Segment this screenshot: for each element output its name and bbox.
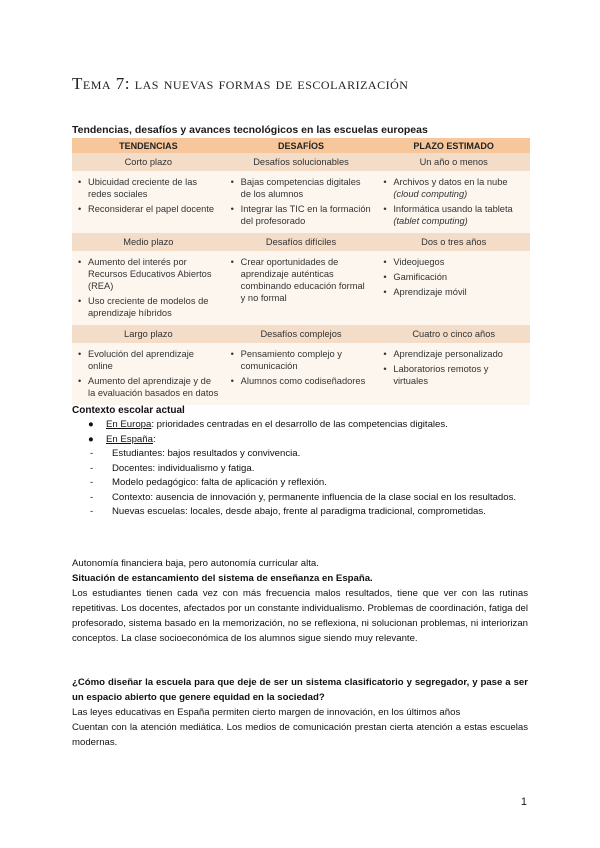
item-text: Bajas competencias digitales de los alumnos [240, 177, 361, 199]
dash-icon: - [90, 506, 94, 517]
item-text: Aprendizaje personalizado [393, 349, 503, 359]
bullet-icon: • [383, 364, 387, 374]
estancamiento-heading: Situación de estancamiento del sistema de enseñanza en España. [72, 573, 373, 584]
table-cell [377, 256, 530, 322]
table-item [383, 271, 524, 283]
header-plazo: PLAZO ESTIMADO [413, 140, 494, 151]
bullet-icon: • [230, 257, 234, 267]
table-cell [72, 256, 225, 322]
item-text: Laboratorios remotos y virtuales [393, 364, 489, 386]
bullet-icon: ● [88, 433, 94, 445]
list-item [72, 447, 530, 462]
table-body-row [72, 343, 530, 405]
subheader-label: Desafíos solucionables [253, 157, 349, 167]
bullet-icon: ● [88, 419, 94, 430]
espana-text: : [152, 433, 156, 445]
table-item [78, 348, 219, 372]
list-item-text: Nuevas escuelas: locales, desde abajo, frente al paradigma tradicional, comprometidas. [112, 506, 486, 517]
item-block [393, 203, 524, 227]
subheader-label: Dos o tres años [421, 237, 487, 247]
item-block [393, 286, 524, 298]
table-item [78, 295, 219, 319]
item-text: Reconsiderar el papel docente [88, 204, 215, 214]
bullet-icon: • [78, 177, 82, 187]
table-subheader-row [72, 153, 530, 171]
item-text: Gamificación [393, 272, 448, 282]
item-text: Videojuegos [393, 257, 445, 267]
table-cell [225, 256, 378, 322]
dash-icon: - [90, 462, 94, 474]
bullet-icon: • [78, 349, 82, 359]
table-item [231, 375, 372, 387]
item-text: Crear oportunidades de aprendizaje auténticas combinando educación formal y no formal [240, 257, 365, 303]
list-item [72, 491, 530, 506]
table-subheader-row [72, 233, 530, 251]
table-item [231, 348, 372, 372]
subheader-label: Desafíos complejos [260, 329, 342, 339]
question-heading: ¿Cómo diseñar la escuela para que deje de ser un sistema clasificatorio y segregador, y pase a ser un espacio abierto que genere equidad en la sociedad? [72, 677, 528, 703]
table-item [231, 176, 372, 200]
table-item [383, 286, 524, 298]
list-item-text: Contexto: ausencia de innovación y, permanente influencia de la clase social en los resultados. [112, 491, 517, 503]
item-block [393, 348, 524, 360]
item-note: (cloud computing) [393, 189, 468, 199]
list-item [72, 505, 530, 520]
dash-icon: - [90, 477, 94, 488]
bullet-icon: • [78, 204, 82, 214]
bullet-icon: • [230, 204, 234, 214]
item-text: Alumnos como codiseñadores [240, 376, 366, 386]
item-text: Aprendizaje móvil [393, 287, 467, 297]
table-item [231, 203, 372, 227]
contexto-heading: Contexto escolar actual [72, 405, 185, 416]
contexto-list [72, 418, 530, 520]
estancamiento-paragraph: Los estudiantes tienen cada vez con más frecuencia malos resultados, tiene que ver con las rutinas repetitivas. Los docentes, afectados por un constante individualismo. Problemas de coordinación, fatiga del profesorado, sistema basado en la memorización, no se reflexiona, ni solucionan problemas, ni interiorizan conceptos. La clase socioeconómica de los alumnos sigue siendo muy relevante. [72, 588, 528, 644]
page-number: 1 [520, 796, 527, 808]
list-item-text: Docentes: individualismo y fatiga. [112, 462, 255, 474]
dash-icon: - [90, 448, 94, 459]
bullet-icon: • [383, 272, 387, 282]
table-cell [225, 176, 378, 230]
subheader-label: Corto plazo [124, 157, 173, 167]
bullet-icon: • [383, 204, 387, 214]
item-text: Uso creciente de modelos de aprendizaje híbridos [88, 296, 209, 318]
bullet-icon: • [230, 376, 234, 386]
item-block [393, 271, 524, 283]
item-text: Aumento del interés por Recursos Educativos Abiertos (REA) [88, 257, 212, 291]
trends-table [72, 138, 530, 405]
item-text: Pensamiento complejo y comunicación [240, 349, 342, 371]
table-item [383, 203, 524, 227]
table-item [383, 363, 524, 387]
table-cell [377, 348, 530, 402]
item-note: (tablet computing) [393, 216, 468, 226]
list-item-text: Estudiantes: bajos resultados y convivencia. [112, 448, 301, 459]
bullet-icon: • [78, 257, 82, 267]
bullet-icon: • [230, 177, 234, 187]
list-item [72, 418, 530, 433]
header-desafios: DESAFÍOS [278, 140, 325, 151]
bullet-icon: • [383, 257, 387, 267]
list-item [72, 476, 530, 491]
table-body-row [72, 251, 530, 325]
bullet-icon: • [78, 376, 82, 386]
table-subheader-row [72, 325, 530, 343]
table-item [383, 348, 524, 360]
subheader-label: Largo plazo [124, 329, 173, 339]
item-text: Evolución del aprendizaje online [88, 349, 194, 371]
list-item-text: Modelo pedagógico: falta de aplicación y reflexión. [112, 477, 327, 488]
header-tendencias: TENDENCIAS [119, 140, 178, 151]
europa-text: : prioridades centradas en el desarrollo de las competencias digitales. [151, 419, 448, 430]
table-cell [225, 348, 378, 402]
item-block [393, 363, 524, 387]
table-item [78, 375, 219, 399]
item-block [393, 256, 524, 268]
table-cell [72, 348, 225, 402]
item-block [393, 176, 524, 200]
table-cell [72, 176, 225, 230]
bullet-icon: • [78, 296, 82, 306]
autonomia-text: Autonomía financiera baja, pero autonomía curricular alta. [72, 558, 319, 569]
item-text: Aumento del aprendizaje y de la evaluación basados en datos [88, 376, 219, 398]
bullet-icon: • [383, 349, 387, 359]
dash-icon: - [90, 491, 94, 503]
subheader-label: Cuatro o cinco años [412, 329, 496, 339]
table-item [78, 203, 219, 215]
item-text: Archivos y datos en la nube [393, 177, 508, 187]
bullet-icon: • [230, 349, 234, 359]
table-header-row [72, 138, 530, 153]
table-item [78, 256, 219, 292]
table-body-row [72, 171, 530, 233]
europa-label: En Europa [106, 419, 152, 430]
table-item [78, 176, 219, 200]
table-item [383, 256, 524, 268]
item-text: Integrar las TIC en la formación del profesorado [240, 204, 371, 226]
bullet-icon: • [383, 177, 387, 187]
table-item [231, 256, 372, 304]
subheader-label: Medio plazo [123, 237, 174, 247]
item-text: Informática usando la tableta [393, 204, 513, 214]
page-title: Tema 7: las nuevas formas de escolarización [72, 74, 409, 93]
subheader-label: Desafíos difíciles [265, 237, 337, 247]
espana-label: En España [106, 433, 153, 445]
leyes-text: Las leyes educativas en España permiten cierto margen de innovación, en los últimos años [72, 707, 461, 718]
medios-text: Cuentan con la atención mediática. Los medios de comunicación prestan cierta atención a estas escuelas modernas. [72, 722, 528, 748]
table-cell [377, 176, 530, 230]
item-text: Ubicuidad creciente de las redes sociales [88, 177, 198, 199]
bullet-icon: • [383, 287, 387, 297]
list-item [72, 462, 530, 477]
table-caption: Tendencias, desafíos y avances tecnológicos en las escuelas europeas [72, 124, 428, 136]
table-item [383, 176, 524, 200]
subheader-label: Un año o menos [419, 157, 488, 167]
list-item [72, 433, 530, 448]
